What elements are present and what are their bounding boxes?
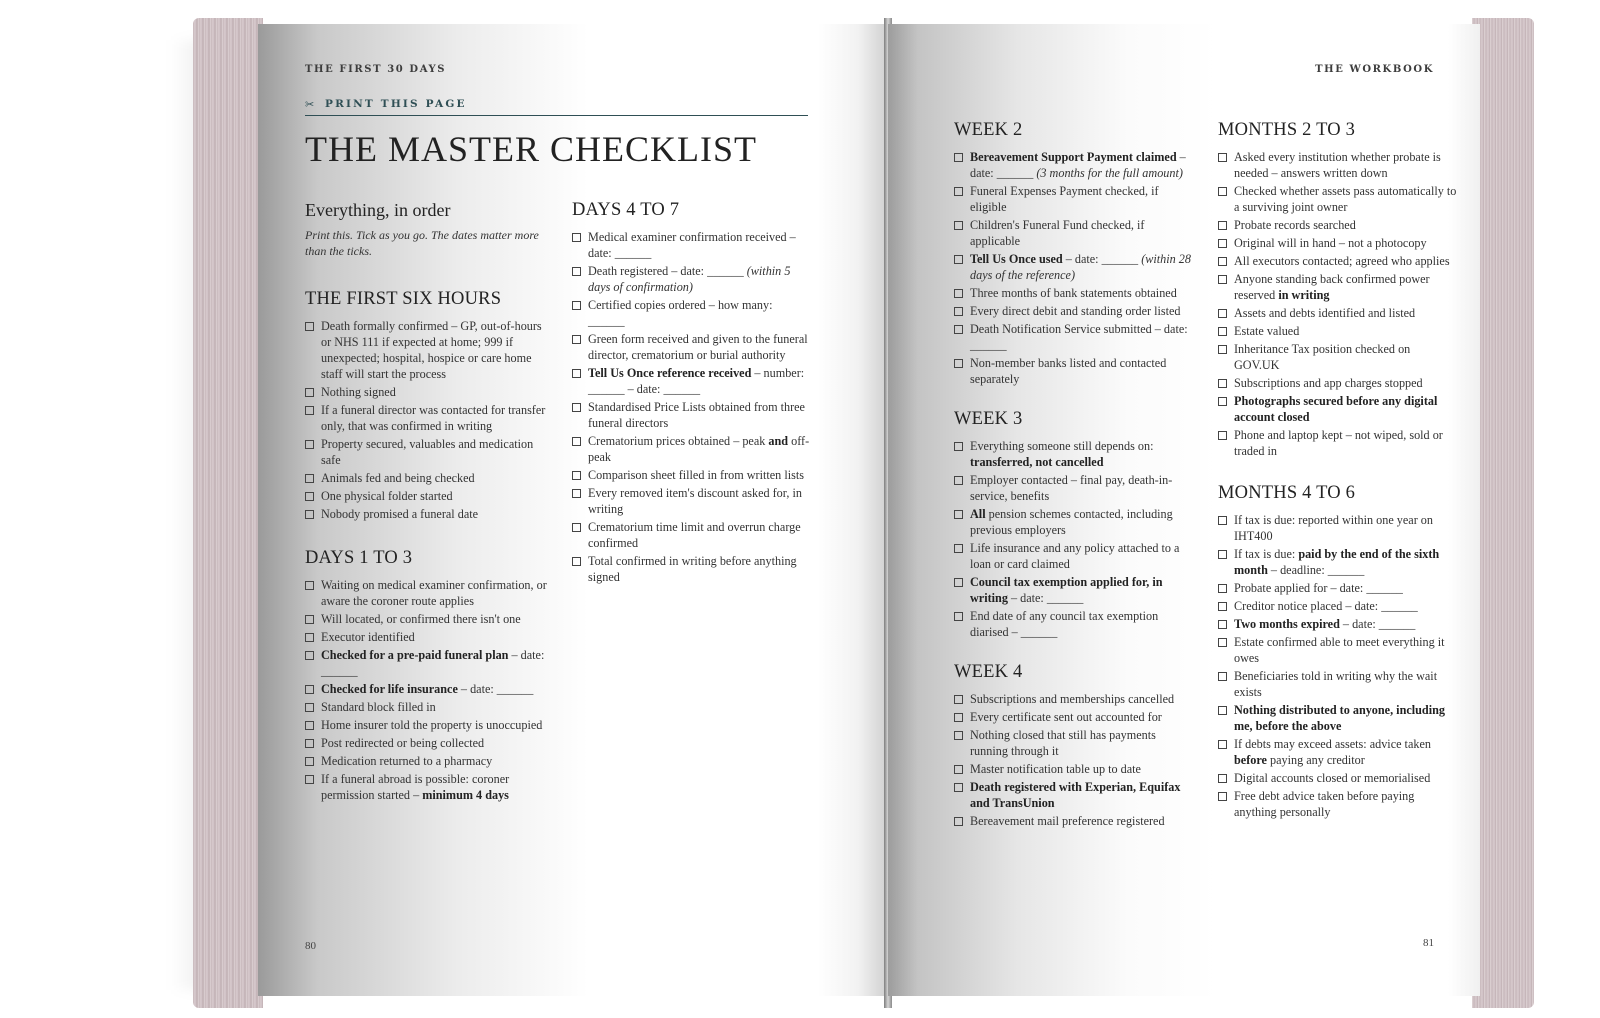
checklist-item: If a funeral abroad is possible: coroner permission started – minimum 4 days	[305, 771, 550, 803]
checklist-item: Subscriptions and memberships cancelled	[954, 691, 1194, 707]
checklist-item: Employer contacted – final pay, death-in-service, benefits	[954, 472, 1194, 504]
checkbox-icon[interactable]	[305, 633, 314, 642]
page-number-right: 81	[1423, 937, 1434, 949]
checkbox-icon[interactable]	[572, 335, 581, 344]
checkbox-icon[interactable]	[954, 442, 963, 451]
checkbox-icon[interactable]	[1218, 257, 1227, 266]
checkbox-icon[interactable]	[305, 739, 314, 748]
checklist-item: Total confirmed in writing before anything signed	[572, 553, 812, 585]
checklist-item: Beneficiaries told in writing why the wait exists	[1218, 668, 1458, 700]
checkbox-icon[interactable]	[1218, 379, 1227, 388]
section-title-months-4-6: MONTHS 4 TO 6	[1218, 483, 1356, 503]
checkbox-icon[interactable]	[305, 703, 314, 712]
checklist-item: Every removed item's discount asked for, in writing	[572, 485, 812, 517]
checklist-item: Every direct debit and standing order listed	[954, 303, 1194, 319]
print-this-page-label: PRINT THIS PAGE	[325, 98, 467, 110]
checklist-item: Tell Us Once reference received – number: ______ – date: ______	[572, 365, 812, 397]
checklist-item: Home insurer told the property is unoccupied	[305, 717, 550, 733]
checkbox-icon[interactable]	[1218, 620, 1227, 629]
checklist-item: Nothing closed that still has payments running through it	[954, 727, 1194, 759]
checkbox-icon[interactable]	[954, 325, 963, 334]
checklist-item: Property secured, valuables and medication safe	[305, 436, 550, 468]
checklist-item: Death Notification Service submitted – date: ______	[954, 321, 1194, 353]
checklist-item: If a funeral director was contacted for transfer only, that was confirmed in writing	[305, 402, 550, 434]
right-page-edges	[1472, 18, 1534, 1008]
checkbox-icon[interactable]	[954, 713, 963, 722]
checkbox-icon[interactable]	[305, 474, 314, 483]
checkbox-icon[interactable]	[305, 322, 314, 331]
checkbox-icon[interactable]	[1218, 187, 1227, 196]
checklist-item: One physical folder started	[305, 488, 550, 504]
checklist-item: Checked for a pre-paid funeral plan – date: ______	[305, 647, 550, 679]
checkbox-icon[interactable]	[954, 817, 963, 826]
checkbox-icon[interactable]	[305, 685, 314, 694]
page-title: THE MASTER CHECKLIST	[305, 129, 757, 169]
checklist-item: Subscriptions and app charges stopped	[1218, 375, 1458, 391]
checklist-item: Crematorium prices obtained – peak and off-peak	[572, 433, 812, 465]
running-head-right: THE WORKBOOK	[1315, 64, 1434, 75]
checkbox-icon[interactable]	[1218, 309, 1227, 318]
checkbox-icon[interactable]	[1218, 345, 1227, 354]
checkbox-icon[interactable]	[572, 267, 581, 276]
checklist-first-six-hours	[305, 318, 550, 522]
checkbox-icon[interactable]	[954, 307, 963, 316]
checklist-item: End date of any council tax exemption diarised – ______	[954, 608, 1194, 640]
checkbox-icon[interactable]	[954, 731, 963, 740]
checkbox-icon[interactable]	[1218, 239, 1227, 248]
checklist-item: Certified copies ordered – how many: ______	[572, 297, 812, 329]
checkbox-icon[interactable]	[954, 578, 963, 587]
checklist-item: Anyone standing back confirmed power reserved in writing	[1218, 271, 1458, 303]
left-column-1	[305, 200, 550, 805]
checkbox-icon[interactable]	[305, 492, 314, 501]
checklist-week-3	[954, 438, 1194, 640]
checklist-item: Original will in hand – not a photocopy	[1218, 235, 1458, 251]
checkbox-icon[interactable]	[305, 406, 314, 415]
checklist-week-2	[954, 149, 1194, 387]
right-column-2	[1218, 120, 1458, 822]
checklist-item: Green form received and given to the funeral director, crematorium or burial authority	[572, 331, 812, 363]
checklist-item: Bereavement mail preference registered	[954, 813, 1194, 829]
checklist-item: Master notification table up to date	[954, 761, 1194, 777]
checkbox-icon[interactable]	[305, 615, 314, 624]
checklist-item: All pension schemes contacted, including previous employers	[954, 506, 1194, 538]
left-page-edges	[193, 18, 263, 1008]
checklist-week-4	[954, 691, 1194, 829]
checkbox-icon[interactable]	[954, 544, 963, 553]
checklist-item: Tell Us Once used – date: ______ (within 28 days of the reference)	[954, 251, 1194, 283]
checklist-item: Digital accounts closed or memorialised	[1218, 770, 1458, 786]
checkbox-icon[interactable]	[572, 301, 581, 310]
checkbox-icon[interactable]	[305, 388, 314, 397]
checkbox-icon[interactable]	[1218, 638, 1227, 647]
checkbox-icon[interactable]	[305, 651, 314, 660]
section-title-months-2-3: MONTHS 2 TO 3	[1218, 120, 1356, 140]
checkbox-icon[interactable]	[1218, 153, 1227, 162]
section-title-week-3: WEEK 3	[954, 409, 1023, 429]
checklist-item: Creditor notice placed – date: ______	[1218, 598, 1458, 614]
checklist-item: Non-member banks listed and contacted separately	[954, 355, 1194, 387]
checklist-item: Nobody promised a funeral date	[305, 506, 550, 522]
checkbox-icon[interactable]	[572, 471, 581, 480]
checkbox-icon[interactable]	[572, 233, 581, 242]
checklist-item: Estate confirmed able to meet everything it owes	[1218, 634, 1458, 666]
checklist-days-4-7	[572, 229, 812, 585]
checkbox-icon[interactable]	[1218, 550, 1227, 559]
checkbox-icon[interactable]	[954, 289, 963, 298]
checklist-item: Everything someone still depends on: transferred, not cancelled	[954, 438, 1194, 470]
checkbox-icon[interactable]	[954, 695, 963, 704]
checklist-item: Medication returned to a pharmacy	[305, 753, 550, 769]
checklist-item: Two months expired – date: ______	[1218, 616, 1458, 632]
checkbox-icon[interactable]	[1218, 431, 1227, 440]
checklist-item: If tax is due: paid by the end of the sixth month – deadline: ______	[1218, 546, 1458, 578]
checklist-item: Animals fed and being checked	[305, 470, 550, 486]
checkbox-icon[interactable]	[1218, 774, 1227, 783]
checklist-item: Children's Funeral Fund checked, if applicable	[954, 217, 1194, 249]
checkbox-icon[interactable]	[1218, 516, 1227, 525]
checklist-item: Asked every institution whether probate is needed – answers written down	[1218, 149, 1458, 181]
checkbox-icon[interactable]	[954, 359, 963, 368]
checklist-item: Probate records searched	[1218, 217, 1458, 233]
checklist-item: Inheritance Tax position checked on GOV.UK	[1218, 341, 1458, 373]
checklist-days-1-3	[305, 577, 550, 803]
checkbox-icon[interactable]	[572, 403, 581, 412]
checklist-item: Executor identified	[305, 629, 550, 645]
checklist-item: If tax is due: reported within one year on IHT400	[1218, 512, 1458, 544]
checkbox-icon[interactable]	[954, 765, 963, 774]
checkbox-icon[interactable]	[572, 523, 581, 532]
checkbox-icon[interactable]	[954, 153, 963, 162]
checkbox-icon[interactable]	[1218, 584, 1227, 593]
checkbox-icon[interactable]	[572, 437, 581, 446]
checkbox-icon[interactable]	[572, 557, 581, 566]
section-title-week-4: WEEK 4	[954, 662, 1023, 682]
checklist-item: Comparison sheet filled in from written lists	[572, 467, 812, 483]
checkbox-icon[interactable]	[305, 757, 314, 766]
checklist-item: Standard block filled in	[305, 699, 550, 715]
checkbox-icon[interactable]	[1218, 397, 1227, 406]
scissors-icon: ✂	[305, 98, 315, 111]
checkbox-icon[interactable]	[954, 221, 963, 230]
section-title-week-2: WEEK 2	[954, 120, 1023, 140]
checklist-item: Medical examiner confirmation received – date: ______	[572, 229, 812, 261]
intro-text: Print this. Tick as you go. The dates matter more than the ticks.	[305, 228, 539, 258]
checklist-item: Probate applied for – date: ______	[1218, 580, 1458, 596]
checklist-item: Council tax exemption applied for, in writing – date: ______	[954, 574, 1194, 606]
checkbox-icon[interactable]	[954, 255, 963, 264]
intro-title: Everything, in order	[305, 200, 451, 220]
checkbox-icon[interactable]	[1218, 602, 1227, 611]
checkbox-icon[interactable]	[954, 783, 963, 792]
checkbox-icon[interactable]	[954, 510, 963, 519]
checkbox-icon[interactable]	[1218, 740, 1227, 749]
checkbox-icon[interactable]	[305, 581, 314, 590]
checklist-item: Waiting on medical examiner confirmation, or aware the coroner route applies	[305, 577, 550, 609]
checkbox-icon[interactable]	[305, 721, 314, 730]
checklist-item: Nothing distributed to anyone, including me, before the above	[1218, 702, 1458, 734]
checklist-item: Life insurance and any policy attached to a loan or card claimed	[954, 540, 1194, 572]
checkbox-icon[interactable]	[1218, 792, 1227, 801]
checklist-item: Funeral Expenses Payment checked, if eligible	[954, 183, 1194, 215]
checklist-item: Assets and debts identified and listed	[1218, 305, 1458, 321]
section-title-days-1-3: DAYS 1 TO 3	[305, 548, 413, 568]
checklist-months-2-3	[1218, 149, 1458, 459]
page-number-left: 80	[305, 940, 316, 952]
checklist-item: Checked whether assets pass automatically to a surviving joint owner	[1218, 183, 1458, 215]
checklist-item: Free debt advice taken before paying anything personally	[1218, 788, 1458, 820]
checklist-item: Post redirected or being collected	[305, 735, 550, 751]
checkbox-icon[interactable]	[954, 612, 963, 621]
right-page	[888, 24, 1480, 996]
checklist-item: Three months of bank statements obtained	[954, 285, 1194, 301]
running-head-left: THE FIRST 30 DAYS	[305, 64, 447, 75]
print-this-page-bar	[305, 96, 808, 116]
checklist-item: Phone and laptop kept – not wiped, sold or traded in	[1218, 427, 1458, 459]
checkbox-icon[interactable]	[1218, 706, 1227, 715]
checkbox-icon[interactable]	[1218, 221, 1227, 230]
checkbox-icon[interactable]	[1218, 672, 1227, 681]
section-title-days-4-7: DAYS 4 TO 7	[572, 200, 680, 220]
section-title-first-six-hours: THE FIRST SIX HOURS	[305, 289, 502, 309]
checklist-item: Will located, or confirmed there isn't one	[305, 611, 550, 627]
checkbox-icon[interactable]	[305, 775, 314, 784]
checkbox-icon[interactable]	[305, 510, 314, 519]
checkbox-icon[interactable]	[572, 489, 581, 498]
left-column-2	[572, 200, 812, 587]
left-page	[258, 24, 888, 996]
checklist-item: Checked for life insurance – date: ______	[305, 681, 550, 697]
checklist-item: Estate valued	[1218, 323, 1458, 339]
checklist-item: Death registered with Experian, Equifax and TransUnion	[954, 779, 1194, 811]
checklist-item: Photographs secured before any digital account closed	[1218, 393, 1458, 425]
checkbox-icon[interactable]	[1218, 327, 1227, 336]
checkbox-icon[interactable]	[954, 476, 963, 485]
checklist-item: Standardised Price Lists obtained from three funeral directors	[572, 399, 812, 431]
checklist-item: Crematorium time limit and overrun charge confirmed	[572, 519, 812, 551]
checklist-item: Nothing signed	[305, 384, 550, 400]
checkbox-icon[interactable]	[954, 187, 963, 196]
checkbox-icon[interactable]	[1218, 275, 1227, 284]
checklist-item: All executors contacted; agreed who applies	[1218, 253, 1458, 269]
checklist-item: If debts may exceed assets: advice taken before paying any creditor	[1218, 736, 1458, 768]
right-column-1	[954, 120, 1194, 831]
checklist-months-4-6	[1218, 512, 1458, 820]
checkbox-icon[interactable]	[572, 369, 581, 378]
checklist-item: Bereavement Support Payment claimed – date: ______ (3 months for the full amount)	[954, 149, 1194, 181]
checklist-item: Every certificate sent out accounted for	[954, 709, 1194, 725]
checklist-item: Death registered – date: ______ (within 5 days of confirmation)	[572, 263, 812, 295]
checkbox-icon[interactable]	[305, 440, 314, 449]
checklist-item: Death formally confirmed – GP, out-of-hours or NHS 111 if expected at home; 999 if unexpected; hospital, hospice or care home staff will start the process	[305, 318, 550, 382]
